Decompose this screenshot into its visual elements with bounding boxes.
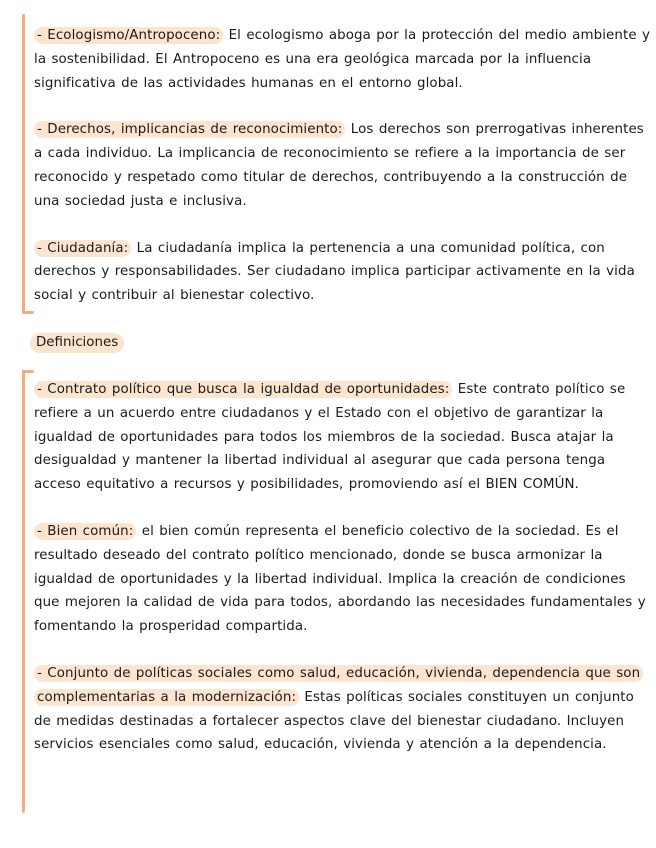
note-ecologismo: [34, 24, 652, 95]
note-ciudadania: [34, 237, 652, 308]
term-highlight: - Conjunto de políticas sociales como salud, educación, vivienda, dependencia que son complementarias a la modernización:: [34, 665, 643, 706]
section-top: [20, 14, 650, 314]
term-highlight: - Ecologismo/Antropoceno:: [34, 27, 223, 44]
note-contrato-politico: [34, 378, 652, 497]
note-text: Estas políticas sociales constituyen un conjunto de medidas destinadas a fortalecer aspectos clave del bienestar ciudadano. Incluyen servicios esenciales como salud, educación, vivienda y atención a la dependencia.: [34, 689, 634, 753]
note-politicas-sociales: [34, 662, 652, 757]
note-text: Este contrato político se refiere a un acuerdo entre ciudadanos y el Estado con el objetivo de garantizar la igualdad de oportunidades para todos los miembros de la sociedad. Busca atajar la desigualdad y mantener la libertad individual al asegurar que cada persona tenga acceso equitativo a recursos y posibilidades, promoviendo así el BIEN COMÚN.: [34, 382, 626, 493]
note-bien-comun: [34, 520, 652, 639]
term-highlight: - Bien común:: [34, 523, 136, 540]
definitions-heading: Definiciones: [30, 333, 124, 353]
note-derechos: [34, 118, 652, 213]
term-highlight: - Contrato político que busca la igualdad de oportunidades:: [34, 381, 452, 398]
note-text: el bien común representa el beneficio colectivo de la sociedad. Es el resultado deseado del contrato político mencionado, donde se busca armonizar la igualdad de oportunidades y la libertad individual. Implica la creación de condiciones que mejoren la calidad de vida para todos, abordando las necesidades fundamentales y fomentando la prosperidad compartida.: [34, 523, 646, 635]
note-text: La ciudadanía implica la pertenencia a una comunidad política, con derechos y responsabilidades. Ser ciudadano implica participar activamente en la vida social y contribuir al bienestar colectivo.: [34, 240, 635, 304]
section-bracket: [20, 14, 34, 314]
section-bracket: [20, 370, 34, 813]
section-definitions: [20, 370, 650, 813]
term-highlight: - Derechos, implicancias de reconocimiento:: [34, 121, 345, 138]
note-text: Los derechos son prerrogativas inherentes a cada individuo. La implicancia de reconocimiento se refiere a la importancia de ser reconocido y respetado como titular de derechos, contribuyendo a la construcción de una sociedad justa e inclusiva.: [34, 122, 644, 209]
note-text: El ecologismo aboga por la protección del medio ambiente y la sostenibilidad. El Antropoceno es una era geológica marcada por la influencia significativa de las actividades humanas en el entorno global.: [34, 28, 651, 91]
term-highlight: - Ciudadanía:: [34, 240, 131, 257]
